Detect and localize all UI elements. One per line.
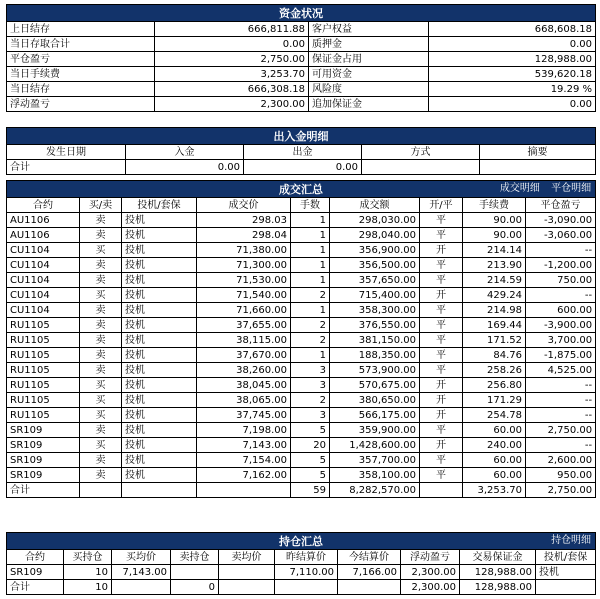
trade-cell: 平	[420, 258, 463, 273]
trade-cell: 950.00	[526, 468, 596, 483]
trade-cell: AU1106	[7, 213, 80, 228]
column-header: 买/卖	[80, 198, 122, 213]
column-header: 买持仓	[64, 550, 112, 565]
total-cell	[80, 483, 122, 498]
funds-value: 2,300.00	[155, 97, 309, 112]
trade-cell: CU1104	[7, 258, 80, 273]
trade-cell: 平	[420, 318, 463, 333]
positions-table	[6, 532, 596, 595]
trade-cell: RU1105	[7, 348, 80, 363]
trade-cell: 投机	[122, 303, 197, 318]
trade-cell: 38,260.00	[197, 363, 291, 378]
trade-cell: 60.00	[463, 423, 526, 438]
total-cell	[219, 580, 275, 595]
positions-header-row	[7, 550, 596, 565]
trade-cell: SR109	[7, 468, 80, 483]
funds-label: 当日结存	[7, 82, 155, 97]
trades-title: 成交汇总	[279, 182, 324, 196]
trade-cell: RU1105	[7, 333, 80, 348]
table-row	[7, 228, 596, 243]
funds-value: 668,608.18	[429, 22, 596, 37]
funds-row	[7, 97, 596, 112]
table-row	[7, 243, 596, 258]
trade-cell: CU1104	[7, 288, 80, 303]
trade-cell: 357,650.00	[330, 273, 420, 288]
column-header: 成交价	[197, 198, 291, 213]
trade-cell: 2,600.00	[526, 453, 596, 468]
funds-label: 风险度	[309, 82, 429, 97]
total-cell	[197, 483, 291, 498]
funds-value: 19.29 %	[429, 82, 596, 97]
funds-label: 当日手续费	[7, 67, 155, 82]
trade-cell: 188,350.00	[330, 348, 420, 363]
trade-cell: 566,175.00	[330, 408, 420, 423]
trade-cell: 3	[291, 363, 330, 378]
trade-cell: 卖	[80, 348, 122, 363]
trade-cell: 开	[420, 288, 463, 303]
column-header: 入金	[126, 145, 244, 160]
trade-cell: 2	[291, 288, 330, 303]
funds-value: 128,988.00	[429, 52, 596, 67]
position-cell	[171, 565, 219, 580]
trade-cell: 171.29	[463, 393, 526, 408]
trade-cell: 1,428,600.00	[330, 438, 420, 453]
trade-cell: 买	[80, 408, 122, 423]
trade-cell: 60.00	[463, 468, 526, 483]
table-row	[7, 363, 596, 378]
table-row	[7, 408, 596, 423]
position-cell: 2,300.00	[401, 565, 460, 580]
funds-value: 2,750.00	[155, 52, 309, 67]
trade-cell: RU1105	[7, 378, 80, 393]
trade-cell: 2	[291, 318, 330, 333]
trade-cell: 买	[80, 393, 122, 408]
trade-cell: 359,900.00	[330, 423, 420, 438]
trade-cell: 298.04	[197, 228, 291, 243]
total-cell: 128,988.00	[460, 580, 536, 595]
funds-row	[7, 22, 596, 37]
trade-cell: 卖	[80, 363, 122, 378]
deposit-section	[6, 127, 595, 175]
position-cell: 7,143.00	[112, 565, 171, 580]
column-header: 手续费	[463, 198, 526, 213]
trade-cell: 7,162.00	[197, 468, 291, 483]
trade-cell: 71,300.00	[197, 258, 291, 273]
table-row	[7, 318, 596, 333]
trade-cell: 573,900.00	[330, 363, 420, 378]
trade-cell: 7,198.00	[197, 423, 291, 438]
close-detail-link[interactable]: 平仓明细	[551, 183, 592, 194]
trade-cell: 卖	[80, 213, 122, 228]
trade-cell: 投机	[122, 453, 197, 468]
trade-cell: SR109	[7, 438, 80, 453]
table-row	[7, 438, 596, 453]
trade-cell: 卖	[80, 318, 122, 333]
trade-cell: 171.52	[463, 333, 526, 348]
total-cell: 合计	[7, 483, 80, 498]
trade-cell: 平	[420, 303, 463, 318]
trade-cell: 平	[420, 333, 463, 348]
trade-cell: 38,115.00	[197, 333, 291, 348]
trade-cell: CU1104	[7, 243, 80, 258]
trade-cell: 卖	[80, 453, 122, 468]
column-header: 平仓盈亏	[526, 198, 596, 213]
table-row	[7, 393, 596, 408]
deposit-header-row	[7, 145, 596, 160]
table-row	[7, 333, 596, 348]
trade-cell: 2,750.00	[526, 423, 596, 438]
total-cell	[122, 483, 197, 498]
trade-cell: 卖	[80, 423, 122, 438]
funds-table	[6, 4, 596, 112]
funds-label: 追加保证金	[309, 97, 429, 112]
total-cell	[275, 580, 338, 595]
trade-cell: 2	[291, 333, 330, 348]
table-row	[7, 258, 596, 273]
funds-row	[7, 82, 596, 97]
position-cell	[219, 565, 275, 580]
trade-cell: 298,040.00	[330, 228, 420, 243]
trade-cell: -1,875.00	[526, 348, 596, 363]
trade-cell: 卖	[80, 258, 122, 273]
column-header: 方式	[362, 145, 480, 160]
trade-cell: 358,300.00	[330, 303, 420, 318]
trade-cell: 381,150.00	[330, 333, 420, 348]
trade-cell: 90.00	[463, 213, 526, 228]
trade-cell: -3,090.00	[526, 213, 596, 228]
trade-cell: 5	[291, 423, 330, 438]
trade-cell: 254.78	[463, 408, 526, 423]
trade-cell: RU1105	[7, 408, 80, 423]
trade-cell: -3,060.00	[526, 228, 596, 243]
trade-cell: 平	[420, 228, 463, 243]
trade-cell: 214.59	[463, 273, 526, 288]
trade-cell: 投机	[122, 228, 197, 243]
column-header: 合约	[7, 198, 80, 213]
column-header: 手数	[291, 198, 330, 213]
table-row	[7, 303, 596, 318]
funds-value: 3,253.70	[155, 67, 309, 82]
trade-cell: 平	[420, 468, 463, 483]
trade-cell: 投机	[122, 333, 197, 348]
total-cell: 10	[64, 580, 112, 595]
trade-cell: 380,650.00	[330, 393, 420, 408]
trade-cell: 2	[291, 393, 330, 408]
column-header: 交易保证金	[460, 550, 536, 565]
trade-cell: 投机	[122, 363, 197, 378]
trade-cell: 60.00	[463, 453, 526, 468]
table-row	[7, 213, 596, 228]
trade-cell: 71,660.00	[197, 303, 291, 318]
trade-cell: 38,065.00	[197, 393, 291, 408]
table-row	[7, 288, 596, 303]
trade-cell: 买	[80, 438, 122, 453]
positions-title: 持仓汇总	[279, 534, 324, 548]
funds-value: 666,811.88	[155, 22, 309, 37]
funds-label: 质押金	[309, 37, 429, 52]
trade-cell: 37,670.00	[197, 348, 291, 363]
trade-cell: 投机	[122, 348, 197, 363]
trade-cell: AU1106	[7, 228, 80, 243]
column-header: 卖均价	[219, 550, 275, 565]
trade-cell: 1	[291, 273, 330, 288]
trade-cell: 投机	[122, 213, 197, 228]
trade-cell: 169.44	[463, 318, 526, 333]
trade-cell: 90.00	[463, 228, 526, 243]
total-cell	[536, 580, 596, 595]
total-cell	[338, 580, 401, 595]
trade-cell: 5	[291, 468, 330, 483]
positions-section	[6, 532, 595, 595]
column-header: 开/平	[420, 198, 463, 213]
trade-cell: 84.76	[463, 348, 526, 363]
table-row	[7, 348, 596, 363]
position-cell: 128,988.00	[460, 565, 536, 580]
table-row	[7, 273, 596, 288]
funds-row	[7, 37, 596, 52]
funds-label: 浮动盈亏	[7, 97, 155, 112]
trades-header-row	[7, 198, 596, 213]
position-cell: SR109	[7, 565, 64, 580]
trade-cell: 358,100.00	[330, 468, 420, 483]
trade-cell: --	[526, 438, 596, 453]
funds-section	[6, 4, 595, 112]
trades-table	[6, 180, 596, 498]
trade-cell: --	[526, 378, 596, 393]
trade-cell: 平	[420, 453, 463, 468]
trade-cell: 71,530.00	[197, 273, 291, 288]
funds-label: 可用资金	[309, 67, 429, 82]
trade-cell: CU1104	[7, 303, 80, 318]
trade-cell: 平	[420, 273, 463, 288]
trade-cell: 买	[80, 243, 122, 258]
trade-cell: -3,900.00	[526, 318, 596, 333]
total-cell	[112, 580, 171, 595]
trade-cell: 3	[291, 408, 330, 423]
trade-cell: 37,655.00	[197, 318, 291, 333]
table-row	[7, 423, 596, 438]
trade-cell: --	[526, 393, 596, 408]
trade-cell: 37,745.00	[197, 408, 291, 423]
funds-label: 平仓盈亏	[7, 52, 155, 67]
trade-cell: 投机	[122, 243, 197, 258]
trade-cell: 1	[291, 243, 330, 258]
trade-cell: 3	[291, 378, 330, 393]
funds-label: 客户权益	[309, 22, 429, 37]
column-header: 成交额	[330, 198, 420, 213]
trade-cell: 投机	[122, 378, 197, 393]
funds-label: 当日存取合计	[7, 37, 155, 52]
table-row	[7, 378, 596, 393]
trade-cell: 投机	[122, 258, 197, 273]
position-cell: 7,166.00	[338, 565, 401, 580]
total-cell: 2,300.00	[401, 580, 460, 595]
trade-cell: RU1105	[7, 318, 80, 333]
trade-cell: 投机	[122, 408, 197, 423]
trade-cell: RU1105	[7, 363, 80, 378]
trade-cell: 1	[291, 258, 330, 273]
position-cell: 投机	[536, 565, 596, 580]
table-row	[7, 565, 596, 580]
trade-cell: 平	[420, 348, 463, 363]
column-header: 投机/套保	[122, 198, 197, 213]
trade-cell: 20	[291, 438, 330, 453]
trade-cell: 356,500.00	[330, 258, 420, 273]
trade-cell: 1	[291, 348, 330, 363]
total-cell: 0	[171, 580, 219, 595]
total-cell: 8,282,570.00	[330, 483, 420, 498]
trade-cell: 投机	[122, 438, 197, 453]
trade-cell: 平	[420, 423, 463, 438]
funds-value: 666,308.18	[155, 82, 309, 97]
trade-cell: 429.24	[463, 288, 526, 303]
column-header: 浮动盈亏	[401, 550, 460, 565]
trade-cell: CU1104	[7, 273, 80, 288]
trade-cell: --	[526, 288, 596, 303]
column-header: 投机/套保	[536, 550, 596, 565]
trade-cell: 投机	[122, 288, 197, 303]
column-header: 发生日期	[7, 145, 126, 160]
trade-cell: 4,525.00	[526, 363, 596, 378]
trade-cell: SR109	[7, 453, 80, 468]
funds-label: 上日结存	[7, 22, 155, 37]
trades-total-row	[7, 483, 596, 498]
trade-cell: 卖	[80, 333, 122, 348]
position-cell: 7,110.00	[275, 565, 338, 580]
trade-cell: 298,030.00	[330, 213, 420, 228]
total-cell: 3,253.70	[463, 483, 526, 498]
column-header: 摘要	[480, 145, 596, 160]
trade-cell: 1	[291, 213, 330, 228]
column-header: 合约	[7, 550, 64, 565]
total-cell: 59	[291, 483, 330, 498]
trade-cell: 600.00	[526, 303, 596, 318]
trade-cell: 卖	[80, 228, 122, 243]
total-cell	[362, 160, 480, 175]
trade-cell: 213.90	[463, 258, 526, 273]
table-row	[7, 468, 596, 483]
trade-cell: 715,400.00	[330, 288, 420, 303]
trade-cell: 买	[80, 378, 122, 393]
position-cell: 10	[64, 565, 112, 580]
trade-cell: 平	[420, 363, 463, 378]
trade-cell: 投机	[122, 468, 197, 483]
trade-cell: 3,700.00	[526, 333, 596, 348]
deposit-total-row	[7, 160, 596, 175]
trade-cell: 38,045.00	[197, 378, 291, 393]
total-cell	[480, 160, 596, 175]
trade-cell: 240.00	[463, 438, 526, 453]
column-header: 卖持仓	[171, 550, 219, 565]
trade-cell: SR109	[7, 423, 80, 438]
trade-cell: 214.98	[463, 303, 526, 318]
trade-cell: 570,675.00	[330, 378, 420, 393]
trade-cell: 71,540.00	[197, 288, 291, 303]
trades-section	[6, 180, 595, 498]
position-detail-link[interactable]: 持仓明细	[551, 535, 592, 546]
trade-cell: 开	[420, 243, 463, 258]
total-cell: 2,750.00	[526, 483, 596, 498]
funds-title: 资金状况	[7, 5, 596, 22]
funds-row	[7, 67, 596, 82]
trade-cell: 卖	[80, 303, 122, 318]
trade-cell: 5	[291, 453, 330, 468]
trade-cell: 开	[420, 408, 463, 423]
trade-cell: 投机	[122, 423, 197, 438]
trade-cell: 卖	[80, 273, 122, 288]
trade-cell: 开	[420, 438, 463, 453]
total-cell: 0.00	[244, 160, 362, 175]
trade-cell: --	[526, 408, 596, 423]
trade-cell: 卖	[80, 468, 122, 483]
trade-cell: -1,200.00	[526, 258, 596, 273]
table-row	[7, 453, 596, 468]
trade-cell: 357,700.00	[330, 453, 420, 468]
trade-cell: 214.14	[463, 243, 526, 258]
column-header: 今结算价	[338, 550, 401, 565]
trade-cell: 买	[80, 288, 122, 303]
trade-cell: 258.26	[463, 363, 526, 378]
trade-cell: 投机	[122, 393, 197, 408]
trade-cell: RU1105	[7, 393, 80, 408]
trade-detail-link[interactable]: 成交明细	[499, 183, 540, 194]
funds-row	[7, 52, 596, 67]
trade-cell: 投机	[122, 273, 197, 288]
trade-cell: 开	[420, 393, 463, 408]
trade-cell: 750.00	[526, 273, 596, 288]
trade-cell: 7,143.00	[197, 438, 291, 453]
trade-cell: 平	[420, 213, 463, 228]
total-cell: 0.00	[126, 160, 244, 175]
column-header: 买均价	[112, 550, 171, 565]
trade-cell: 71,380.00	[197, 243, 291, 258]
funds-value: 539,620.18	[429, 67, 596, 82]
funds-value: 0.00	[429, 37, 596, 52]
total-cell: 合计	[7, 580, 64, 595]
deposit-table	[6, 127, 596, 175]
column-header: 出金	[244, 145, 362, 160]
trade-cell: 376,550.00	[330, 318, 420, 333]
trade-cell: 投机	[122, 318, 197, 333]
trade-cell: 298.03	[197, 213, 291, 228]
trade-cell: 开	[420, 378, 463, 393]
trade-cell: 1	[291, 303, 330, 318]
funds-value: 0.00	[155, 37, 309, 52]
trade-cell: 1	[291, 228, 330, 243]
column-header: 昨结算价	[275, 550, 338, 565]
trade-cell: 256.80	[463, 378, 526, 393]
trade-cell: 7,154.00	[197, 453, 291, 468]
funds-value: 0.00	[429, 97, 596, 112]
funds-label: 保证金占用	[309, 52, 429, 67]
positions-total-row	[7, 580, 596, 595]
deposit-title: 出入金明细	[7, 128, 596, 145]
total-cell: 合计	[7, 160, 126, 175]
total-cell	[420, 483, 463, 498]
trade-cell: --	[526, 243, 596, 258]
trade-cell: 356,900.00	[330, 243, 420, 258]
